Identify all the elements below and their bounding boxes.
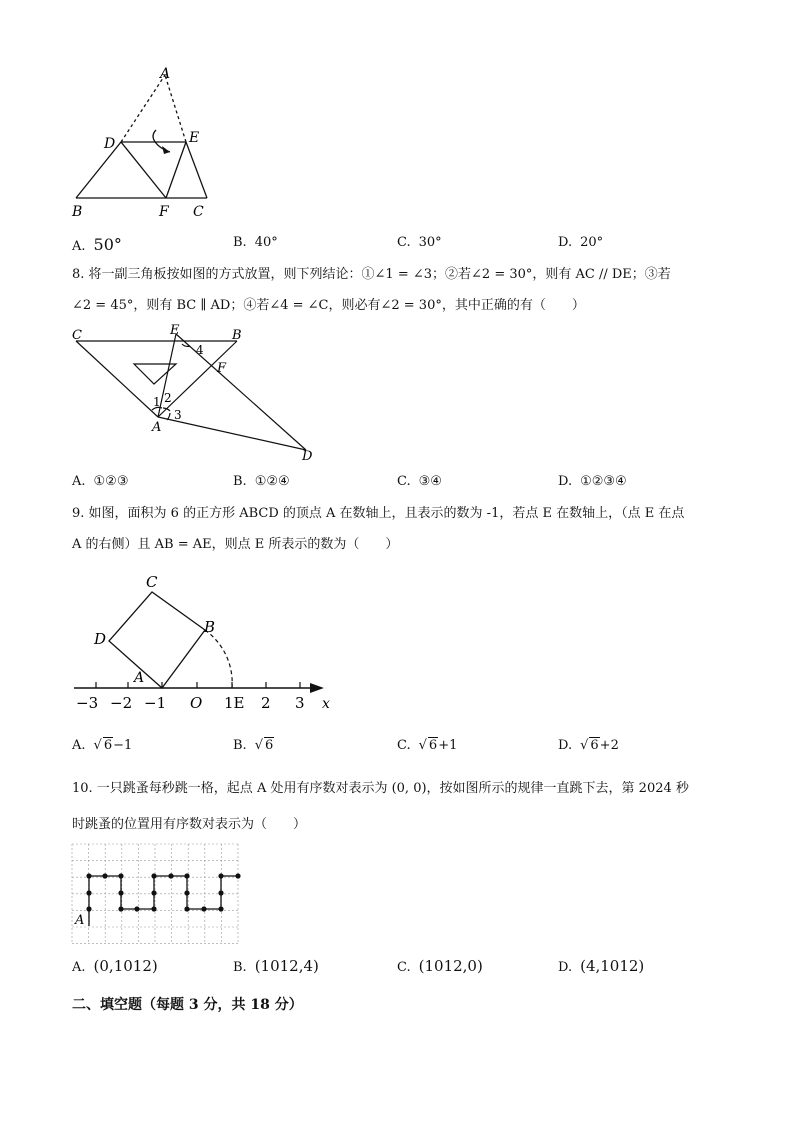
jump-dot	[118, 890, 123, 895]
jump-dot	[118, 873, 123, 878]
figure-folded-triangle	[60, 60, 230, 225]
jump-dot	[184, 873, 189, 878]
jump-dot	[168, 873, 173, 878]
q9-option-d[interactable]: D. √ 6+2	[558, 738, 619, 753]
section-fill-in-title: 二、填空题（每题 3 分，共 18 分）	[72, 997, 303, 1013]
fig7-label-c: C	[193, 204, 204, 220]
jump-dot	[151, 890, 156, 895]
fig10-label-a: A	[75, 913, 85, 928]
jump-dot	[102, 873, 107, 878]
q8-option-c[interactable]: C. ③④	[397, 474, 442, 489]
jump-dot	[151, 906, 156, 911]
jump-dot	[86, 906, 91, 911]
q9-stem-line2: A 的右侧）且 AB = AE，则点 E 所表示的数为（ ）	[72, 537, 399, 552]
fig9-tick-minus1: −1	[144, 694, 167, 712]
fig9-tick-origin: O	[190, 694, 203, 712]
fig7-label-e: E	[189, 130, 200, 146]
fig8-label-d: D	[302, 449, 313, 464]
jump-dot	[218, 873, 223, 878]
fig8-label-2: 2	[164, 391, 172, 405]
q10-stem-line1: 10. 一只跳蚤每秒跳一格，起点 A 处用有序数对表示为 (0, 0)，按如图所示的规律一直跳下去，第 2024 秒	[72, 781, 689, 796]
fig9-tick-2: 2	[261, 694, 271, 712]
fig7-label-a: A	[160, 66, 171, 82]
q8-option-d[interactable]: D. ①②③④	[558, 474, 627, 489]
fig9-label-d: D	[94, 630, 107, 648]
fig8-label-1: 1	[153, 395, 161, 409]
fig9-tick-minus3: −3	[76, 694, 99, 712]
fig8-label-c: C	[72, 328, 82, 343]
q9-stem-line1: 9. 如图，面积为 6 的正方形 ABCD 的顶点 A 在数轴上，且表示的数为 -1，若点 E 在数轴上，（点 E 在点	[72, 506, 685, 521]
fig8-label-a: A	[152, 420, 162, 435]
jump-dot	[86, 890, 91, 895]
jump-dot	[86, 873, 91, 878]
q10-option-d[interactable]: D. (4,1012)	[558, 957, 645, 975]
fig7-label-b: B	[72, 204, 83, 220]
fig7-label-f: F	[159, 204, 169, 220]
jump-dot	[134, 906, 139, 911]
q10-option-b[interactable]: B. (1012,4)	[233, 957, 319, 975]
fig9-tick-minus2: −2	[110, 694, 133, 712]
fig8-label-4: 4	[196, 343, 204, 357]
fig9-axis-x: x	[322, 696, 330, 712]
q8-stem-line1: 8. 将一副三角板按如图的方式放置，则下列结论：①∠1 = ∠3；②若∠2 = 30°，则有 AC // DE；③若	[72, 267, 671, 282]
q8-stem-line2: ∠2 = 45°，则有 BC ∥ AD；④若∠4 = ∠C，则必有∠2 = 30°，其中正确的有（ ）	[72, 298, 585, 313]
fig8-label-b: B	[232, 328, 242, 343]
fig9-label-b: B	[204, 618, 216, 636]
q10-option-c[interactable]: C. (1012,0)	[397, 957, 483, 975]
fig8-label-e: E	[170, 323, 180, 338]
jump-dot	[184, 890, 189, 895]
q7-option-d[interactable]: D. 20°	[558, 235, 604, 250]
q7-option-b[interactable]: B. 40°	[233, 235, 278, 250]
jump-dot	[118, 906, 123, 911]
q8-option-b[interactable]: B. ①②④	[233, 474, 290, 489]
jump-dot	[184, 906, 189, 911]
jump-dot	[218, 890, 223, 895]
q8-option-a[interactable]: A. ①②③	[72, 474, 129, 489]
q9-option-b[interactable]: B. √ 6	[233, 738, 274, 753]
q10-stem-line2: 时跳蚤的位置用有序数对表示为（ ）	[72, 817, 307, 832]
fig9-tick-1e: 1E	[224, 694, 245, 712]
figure-triangle-rulers	[66, 322, 326, 467]
figure-square-number-line	[66, 570, 346, 720]
fig9-label-c: C	[146, 573, 158, 591]
q7-option-a[interactable]: A. 50°	[72, 235, 122, 254]
jump-dot	[201, 906, 206, 911]
q9-option-a[interactable]: A. √ 6−1	[72, 738, 133, 753]
q7-option-c[interactable]: C. 30°	[397, 235, 442, 250]
fig8-label-3: 3	[174, 408, 182, 422]
jump-dot	[235, 873, 240, 878]
fig7-label-d: D	[104, 136, 116, 152]
figure-flea-jump-grid	[70, 842, 245, 947]
fig9-tick-3: 3	[295, 694, 305, 712]
fig8-label-f: F	[217, 361, 227, 376]
jump-dot	[218, 906, 223, 911]
fig9-label-a: A	[134, 670, 145, 686]
q9-option-c[interactable]: C. √ 6+1	[397, 738, 458, 753]
q10-option-a[interactable]: A. (0,1012)	[72, 957, 158, 975]
jump-dot	[151, 873, 156, 878]
